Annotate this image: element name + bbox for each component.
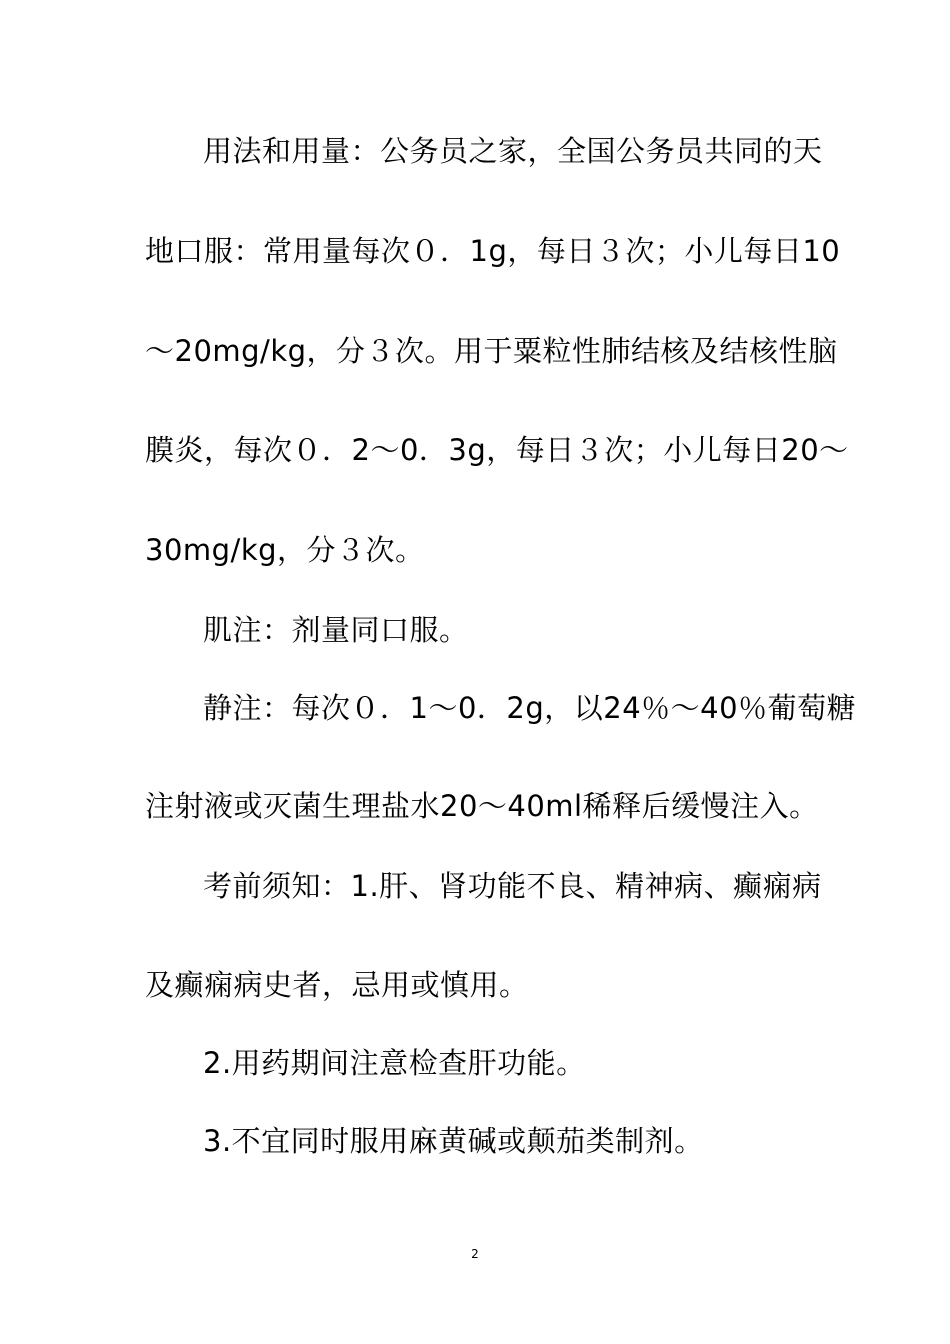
text-line-6: 肌注：剂量同口服。 (203, 613, 469, 647)
text-line-10: 及癫痫病史者，忌用或慎用。 (145, 968, 529, 1002)
text-line-8: 注射液或灭菌生理盐水20～40ml稀释后缓慢注入。 (145, 789, 819, 823)
text-line-4: 膜炎，每次０．2～0．3g，每日３次；小儿每日20～ (145, 433, 849, 467)
text-line-2: 地口服：常用量每次０．1g，每日３次；小儿每日10 (145, 234, 841, 268)
text-line-3: ～20mg/kg，分３次。用于粟粒性肺结核及结核性脑 (145, 334, 838, 368)
text-line-9: 考前须知：1.肝、肾功能不良、精神病、癫痫病 (203, 869, 822, 903)
page-number: 2 (471, 1247, 479, 1261)
text-line-5: 30mg/kg，分３次。 (145, 533, 425, 567)
text-line-7: 静注：每次０．1～0．2g，以24％～40％葡萄糖 (203, 691, 857, 725)
text-line-12: 3.不宜同时服用麻黄碱或颠茄类制剂。 (203, 1124, 704, 1158)
text-line-11: 2.用药期间注意检查肝功能。 (203, 1046, 586, 1080)
text-line-1: 用法和用量：公务员之家，全国公务员共同的天 (203, 134, 823, 168)
